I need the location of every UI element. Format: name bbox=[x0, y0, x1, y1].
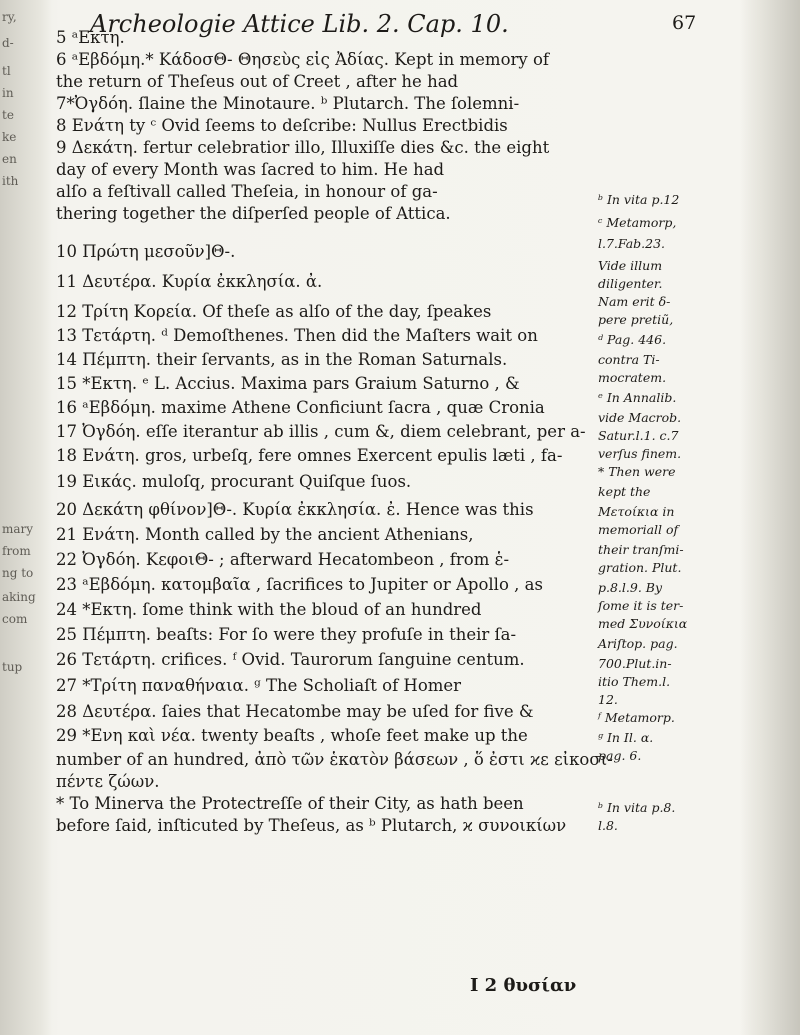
bleed-fragment: in bbox=[2, 86, 14, 100]
margin-note: Vide illum bbox=[598, 258, 663, 273]
bleed-fragment: tl bbox=[2, 64, 11, 78]
margin-note: Nam erit δ- bbox=[598, 294, 671, 309]
text-line: 15 *Εκτη. ᵉ L. Accius. Maxima pars Graium Saturno , & bbox=[56, 374, 520, 393]
margin-note: pere pretiũ, bbox=[598, 312, 674, 327]
text-line: day of every Month was ſacred to him. He had bbox=[56, 160, 445, 179]
margin-note: ᶠ Metamorp. bbox=[598, 710, 675, 725]
margin-note: pag. 6. bbox=[598, 748, 642, 763]
bleed-fragment: com bbox=[2, 612, 28, 626]
text-line: 18 Ενάτη. gros, urbeſq, fere omnes Exercent epulis læti , fa- bbox=[56, 446, 563, 465]
margin-note: ᶜ Metamorp, bbox=[598, 215, 677, 230]
page-gutter-right bbox=[740, 0, 800, 1035]
text-line: 26 Τετάρτη. crifices. ᶠ Ovid. Taurorum ſanguine centum. bbox=[56, 650, 525, 669]
running-title: Archeologie Attice Lib. 2. Cap. 10. bbox=[90, 10, 509, 38]
margin-note: 700.Plut.in- bbox=[598, 656, 672, 671]
margin-note: ᵉ In Annalib. bbox=[598, 390, 677, 405]
text-line: 29 *Ενη καὶ νέα. twenty beaſts , whoſe feet make up the bbox=[56, 726, 528, 745]
margin-note: memoriall of bbox=[598, 522, 679, 537]
signature-mark: I 2 θυσίαν bbox=[470, 975, 577, 996]
text-line: 5 ᵃΕκτη. bbox=[56, 28, 125, 47]
bleed-fragment: aking bbox=[2, 590, 36, 604]
running-header bbox=[90, 10, 730, 40]
margin-note: verſus finem. bbox=[598, 446, 682, 461]
margin-note: gration. Plut. bbox=[598, 560, 682, 575]
text-line: 22 Ὀγδόη. Κεφοι⁠Θ- ; afterward Hecatombeon , from ἑ- bbox=[56, 550, 510, 569]
text-line: 10 Πρώτη μεσοῦν]Θ-. bbox=[56, 242, 236, 261]
bleed-fragment: ke bbox=[2, 130, 17, 144]
text-line: πέντε ζώων. bbox=[56, 772, 160, 791]
bleed-fragment: en bbox=[2, 152, 17, 166]
margin-note: Ariſtop. pag. bbox=[598, 636, 678, 651]
text-line: 11 Δ⁠ευτέρα. Κυρία ἐκκλησία. ἀ. bbox=[56, 272, 323, 291]
margin-note: ᵇ In vita p.8. bbox=[598, 800, 676, 815]
margin-note: their tranſmi- bbox=[598, 542, 684, 557]
text-line: 7*Ὀγδόη. ſlaine the Minotaure. ᵇ Plutarch. The ſolemni- bbox=[56, 94, 520, 113]
margin-note: diligenter. bbox=[598, 276, 663, 291]
text-line: 6 ᵃΕβδόμη.* Κάδοσ⁠Θ- Θησεὺς εἰς Ἀδίας. Kept in memory of bbox=[56, 50, 550, 69]
text-line: 9 Δεκάτη. fertur celebratior illo, Illuxiſſe dies &c. the eight bbox=[56, 138, 550, 157]
bleed-fragment: tup bbox=[2, 660, 23, 674]
bleed-fragment: te bbox=[2, 108, 14, 122]
margin-note: kept the bbox=[598, 484, 651, 499]
text-line: 24 *Εκτη. ſome think with the bloud of an hundred bbox=[56, 600, 482, 619]
margin-note: vide Macrob. bbox=[598, 410, 682, 425]
text-line: the return of Theſeus out of Creet , after he had bbox=[56, 72, 459, 91]
text-line: * To Minerva the Protectreſſe of their City, as hath been bbox=[56, 794, 524, 813]
bleed-fragment: ith bbox=[2, 174, 19, 188]
margin-note: ᵇ In vita p.12 bbox=[598, 192, 680, 207]
text-line: 21 Ενάτη. Month called by the ancient Athenians, bbox=[56, 525, 474, 544]
bleed-fragment: ng to bbox=[2, 566, 34, 580]
text-line: 12 Τρίτη Κορεία. Of theſe as alſo of the day, ſpeakes bbox=[56, 302, 492, 321]
bleed-fragment: ry, bbox=[2, 10, 17, 24]
margin-note: med Συνοίκια bbox=[598, 616, 688, 631]
margin-note: * Then were bbox=[598, 464, 676, 479]
previous-page-edge bbox=[0, 0, 52, 1035]
margin-note: ᵍ In Il. α. bbox=[598, 730, 654, 745]
margin-note: contra Ti- bbox=[598, 352, 660, 367]
margin-note: 12. bbox=[598, 692, 618, 707]
bleed-fragment: d- bbox=[2, 36, 14, 50]
text-line: 25 Πέμπτη. beaſts: For ſo were they profuſe in their ſa- bbox=[56, 625, 517, 644]
margin-note: l.7.Fab.23. bbox=[598, 236, 666, 251]
margin-note: Μετοίκια in bbox=[598, 504, 675, 519]
text-line: 28 Δευτέρα. ſaies that Hecatombe may be uſed for five & bbox=[56, 702, 534, 721]
text-line: 20 Δεκάτη φθίνον]Θ-. Κυρία ἐκκλησία. ἐ. Hence was this bbox=[56, 500, 534, 519]
margin-note: ᵈ Pag. 446. bbox=[598, 332, 667, 347]
text-line: 17 Ὀγδόη. eſſe iterantur ab illis , cum &, diem celebrant, per a- bbox=[56, 422, 586, 441]
bleed-fragment: mary bbox=[2, 522, 34, 536]
page-number: 67 bbox=[672, 12, 697, 34]
text-line: 27 *Τρίτη παναθήναια. ᵍ The Scholiaſt of Homer bbox=[56, 676, 462, 695]
text-line: 13 Τετάρτη. ᵈ Demoſthenes. Then did the Maſters wait on bbox=[56, 326, 538, 345]
text-line: 23 ᵃΕβδόμη. κατομβαῖα , ſacrifices to Jupiter or Apollo , as bbox=[56, 575, 543, 594]
text-line: alſo a feſtivall called Theſeia, in honour of ga- bbox=[56, 182, 438, 201]
text-line: 14 Πέμπτη. their ſervants, as in the Roman Saturnals. bbox=[56, 350, 508, 369]
margin-note: Satur.l.1. c.7 bbox=[598, 428, 679, 443]
bleed-fragment: from bbox=[2, 544, 31, 558]
text-line: 19 Εικάς. muloſq, procurant Quiſque ſuos. bbox=[56, 472, 412, 491]
text-line: 16 ᵃΕβδόμη. maxime Athene Conficiunt ſacra , quæ Cronia bbox=[56, 398, 545, 417]
margin-note: ſome it is ter- bbox=[598, 598, 684, 613]
text-line: thering together the diſperſed people of Attica. bbox=[56, 204, 451, 223]
text-line: number of an hundred, ἀπὸ τῶν ἑκατὸν βάσεων , ὅ ἐστι ϰ⁠ε εἰκοσι- bbox=[56, 750, 613, 769]
margin-note: p.8.l.9. By bbox=[598, 580, 663, 595]
margin-note: l.8. bbox=[598, 818, 618, 833]
text-line: 8 Ενάτη ty ᶜ Ovid ſeems to deſcribe: Nullus Erectbidis bbox=[56, 116, 508, 135]
text-line: before ſaid, inſticuted by Theſeus, as ᵇ Plutarch, ϰ⁠ συνοικίων bbox=[56, 816, 567, 835]
margin-note: mocratem. bbox=[598, 370, 667, 385]
margin-note: itio Them.l. bbox=[598, 674, 671, 689]
